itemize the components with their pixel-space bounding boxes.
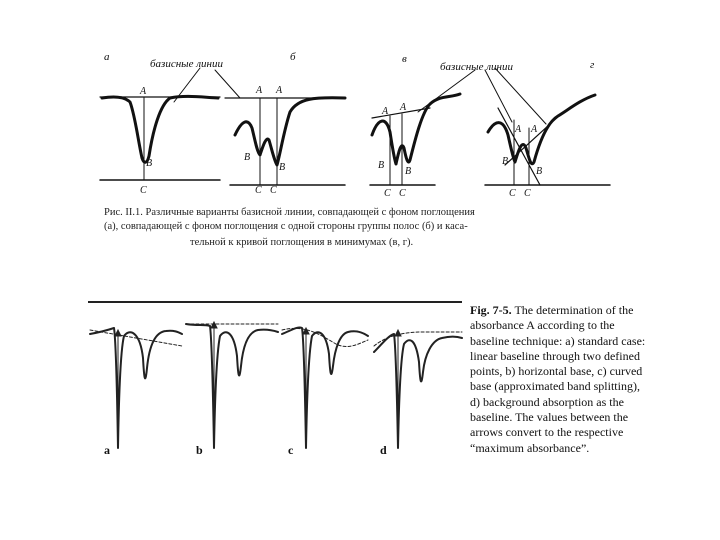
baseline-label-right: базисные линии [440, 61, 513, 73]
caption-text: The determination of the absorbance A according to the baseline technique: a) standard case: linear baseline through two defined points, b) horizontal base, c) curved base (approximated band splitting), d) background absorption as the baseline. The values between the arrows convert to the respective “maximum absorbance”. [470, 303, 646, 455]
point-label-a: A [276, 85, 283, 96]
panel-b-arrow-head [211, 322, 217, 328]
point-label-b: B [536, 166, 543, 177]
panel-d-arrow-head [395, 330, 401, 336]
point-label-a: A [140, 86, 147, 97]
panel-a-absorption-curve [102, 96, 218, 162]
point-label-b: B [279, 162, 286, 173]
panel-a-spectrum [90, 328, 182, 448]
point-label-c: C [384, 188, 391, 199]
point-label-b: B [405, 166, 412, 177]
panel-label-a: а [104, 51, 110, 63]
top-caption-line-1: Рис. II.1. Различные варианты базисной линии, совпадающей с фоном поглощения [104, 207, 475, 218]
panel-d-spectrum [374, 334, 462, 448]
panel-label-d: d [380, 443, 387, 457]
point-label-c: C [270, 185, 277, 196]
baseline-technique-figure [86, 296, 464, 466]
panel-b-spectrum [186, 324, 278, 448]
top-caption-line-2: (а), совпадающей с фоном поглощения с одной стороны группы полос (б) и каса- [104, 221, 468, 232]
leader-line-g-1 [485, 70, 512, 122]
point-label-a: A [400, 102, 407, 113]
point-label-c: C [509, 188, 516, 199]
top-caption-line-3: тельной к кривой поглощения в минимумах (в, г). [190, 237, 414, 248]
point-label-b: B [146, 158, 153, 169]
panel-g-absorption-curve [488, 95, 595, 164]
panel-a-baseline [90, 330, 182, 346]
figure-number: Fig. 7-5. [470, 303, 512, 317]
panel-v-absorption-curve [372, 94, 460, 164]
point-label-c: C [524, 188, 531, 199]
panel-label-c: c [288, 443, 294, 457]
point-label-c: C [255, 185, 262, 196]
panel-a-arrow-head [115, 330, 121, 336]
leader-line-v [418, 70, 475, 112]
point-label-c: C [399, 188, 406, 199]
point-label-a: A [382, 106, 389, 117]
baseline-label-left: базисные линии [150, 58, 223, 70]
panel-label-b: б [290, 51, 296, 63]
panel-label-g: г [590, 59, 595, 71]
point-label-b: B [502, 156, 509, 167]
point-label-a: A [256, 85, 263, 96]
baseline-variants-figure-russian [90, 40, 620, 200]
panel-label-b: b [196, 443, 203, 457]
point-label-c: C [140, 185, 147, 196]
leader-line-b [215, 70, 240, 98]
panel-label-v: в [402, 53, 407, 65]
panel-label-a: a [104, 443, 110, 457]
point-label-b: B [244, 152, 251, 163]
point-label-a: A [531, 124, 538, 135]
point-label-b: B [378, 160, 385, 171]
panel-b-absorption-curve [235, 98, 345, 165]
point-label-a: A [515, 124, 522, 135]
bottom-caption [470, 303, 650, 456]
